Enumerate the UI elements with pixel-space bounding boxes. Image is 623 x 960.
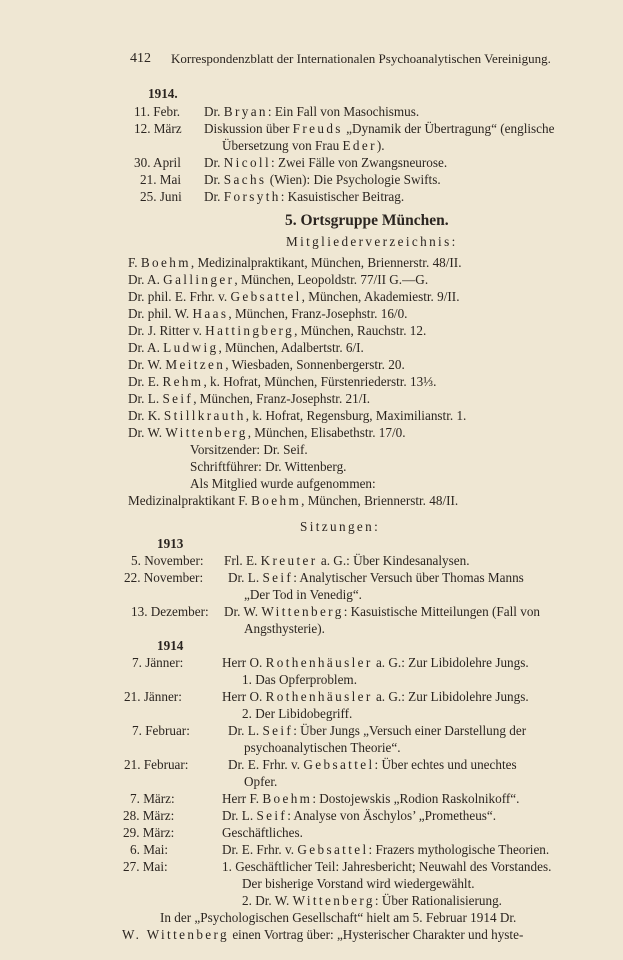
session-topic (228, 570, 524, 586)
member-details: , München, Akademiestr. 9/II. (301, 289, 460, 304)
person-name: Gebsattel (303, 757, 375, 772)
entry-text: Dr. Sachs (Wien): Die Psychologie Swifts. (204, 172, 441, 187)
session-date: 13. Dezember: (131, 604, 209, 619)
topic-text: : Dostojewskis „Rodion Raskolnikoff“. (312, 791, 520, 806)
entry-topic: : Ein Fall von Masochismus. (267, 104, 420, 119)
member-details: , Wiesbaden, Sonnenbergerstr. 20. (225, 357, 405, 372)
person-name: Rothenhäusler (265, 655, 373, 670)
speaker-prefix: Frl. E. (224, 553, 261, 568)
session-date: 22. November: (124, 570, 204, 585)
session-topic-continuation: „Der Tod in Venedig“. (244, 587, 362, 602)
speaker-prefix: 2. Dr. W. (242, 893, 293, 908)
session-topic-continuation (242, 893, 502, 909)
topic-text: : Über echtes und unechtes (374, 757, 517, 772)
chair-line: Vorsitzender: Dr. Seif. (190, 442, 308, 457)
person-name: Gallinger (163, 272, 235, 287)
topic-text: a. G.: Zur Libidolehre Jungs. (372, 655, 529, 670)
speaker-prefix: Dr. E. Frhr. v. (228, 757, 304, 772)
person-name: Seif (256, 808, 288, 823)
person-name: Ludwig (163, 340, 219, 355)
closing-paragraph-line (122, 927, 523, 943)
session-topic-continuation: 1. Das Opferproblem. (242, 672, 357, 687)
member-details: , Medizinalpraktikant, München, Briennerstr. 48/II. (190, 255, 462, 270)
entry-topic: „Dynamik der Übertragung“ (englische (342, 121, 555, 136)
speaker-prefix: Dr. L. (228, 723, 263, 738)
member-details: , München, Adalbertstr. 6/I. (218, 340, 364, 355)
person-name: Rothenhäusler (265, 689, 373, 704)
person-name: Freuds (292, 121, 343, 136)
topic-text: a. G.: Zur Libidolehre Jungs. (372, 689, 529, 704)
topic-text: : Über Rationalisierung. (374, 893, 502, 908)
speaker-prefix: Dr. L. (222, 808, 257, 823)
session-topic (224, 553, 470, 569)
entry-topic: ). (376, 138, 385, 153)
session-topic (228, 757, 517, 773)
session-date: 21. Jänner: (124, 689, 182, 704)
entry-prefix: Übersetzung von Frau (222, 138, 343, 153)
running-title: Korrespondenzblatt der Internationalen Psychoanalytischen Vereinigung. (171, 51, 551, 66)
person-name: Boehm (262, 791, 313, 806)
session-date: 6. Mai: (130, 842, 169, 857)
entry-date: 21. Mai (140, 172, 182, 187)
member-details: , München, Briennerstr. 48/II. (301, 493, 459, 508)
member-prefix: Dr. J. Ritter v. (128, 323, 206, 338)
year-heading: 1914 (157, 638, 184, 653)
session-date: 28. März: (123, 808, 175, 823)
session-date: 5. November: (131, 553, 204, 568)
session-date: 27. Mai: (123, 859, 168, 874)
entry-continuation (222, 138, 385, 154)
person-name: Wittenberg (292, 893, 375, 908)
section-title: 5. Ortsgruppe München. (285, 212, 449, 229)
person-name: Rehm (162, 374, 204, 389)
member-details: , München, Elisabethstr. 17/0. (247, 425, 406, 440)
member-entry (128, 408, 466, 424)
entry-date: 30. April (134, 155, 181, 170)
session-topic-continuation: psychoanalytischen Theorie“. (244, 740, 401, 755)
session-topic (222, 655, 529, 671)
session-topic-continuation: Der bisherige Vorstand wird wiedergewählt. (242, 876, 475, 891)
topic-text: : Analytischer Versuch über Thomas Manns (293, 570, 524, 585)
entry-text (204, 121, 554, 137)
member-prefix: Dr. K. (128, 408, 164, 423)
session-date: 7. März: (130, 791, 175, 806)
entry-prefix: Diskussion über (204, 121, 293, 136)
member-entry (128, 289, 460, 305)
member-prefix: Dr. phil. E. Frhr. v. (128, 289, 231, 304)
members-heading: Mitgliederverzeichnis: (286, 234, 458, 249)
session-topic (222, 842, 549, 858)
person-name: Seif (162, 391, 194, 406)
entry-topic: (Wien): Die Psychologie Swifts. (266, 172, 441, 187)
session-date: 7. Februar: (132, 723, 190, 738)
speaker-prefix: Herr O. (222, 689, 266, 704)
new-member-intro: Als Mitglied wurde aufgenommen: (190, 476, 376, 491)
person-name: Hattingberg (205, 323, 295, 338)
session-topic: 1. Geschäftlicher Teil: Jahresbericht; Neuwahl des Vorstandes. (222, 859, 552, 874)
member-prefix: Dr. A. (128, 340, 164, 355)
speaker-prefix: Dr. E. Frhr. v. (222, 842, 298, 857)
entry-date: 11. Febr. (134, 104, 181, 119)
entry-text: Dr. Nicoll: Zwei Fälle von Zwangsneurose. (204, 155, 448, 170)
new-member-entry (128, 493, 458, 509)
speaker-prefix: Dr. W. (224, 604, 262, 619)
person-name: Gebsattel (297, 842, 369, 857)
session-topic (222, 791, 519, 807)
member-details: , München, Franz-Josephstr. 16/0. (228, 306, 408, 321)
member-entry (128, 374, 436, 390)
person-name: Haas (192, 306, 229, 321)
topic-text: einen Vortrag über: „Hysterischer Charakter und hyste- (229, 927, 524, 942)
topic-text: : Analyse von Äschylos’ „Prometheus“. (287, 808, 497, 823)
entry-text: Dr. Forsyth: Kasuistischer Beitrag. (204, 189, 405, 204)
secretary-line: Schriftführer: Dr. Wittenberg. (190, 459, 347, 474)
person-name: Seif (262, 723, 294, 738)
session-topic-continuation: Opfer. (244, 774, 278, 789)
member-prefix: Dr. E. (128, 374, 163, 389)
person-name: Meitzen (165, 357, 226, 372)
member-entry (128, 323, 426, 339)
member-details: , München, Leopoldstr. 77/II G.—G. (234, 272, 429, 287)
session-date: 7. Jänner: (132, 655, 184, 670)
page-number: 412 (130, 51, 151, 66)
entry-date: 25. Juni (140, 189, 182, 204)
sessions-heading: Sitzungen: (300, 519, 381, 534)
topic-text: : Über Jungs „Versuch einer Darstellung der (293, 723, 527, 738)
person-name: Kreuter (260, 553, 318, 568)
member-entry (128, 255, 462, 271)
person-name: Sachs (223, 172, 267, 187)
session-topic: Geschäftliches. (222, 825, 303, 840)
entry-topic: : Zwei Fälle von Zwangsneurose. (271, 155, 448, 170)
member-details: , k. Hofrat, München, Fürstenriederstr. 13⅓. (203, 374, 437, 389)
session-topic (222, 808, 496, 824)
session-date: 21. Februar: (124, 757, 189, 772)
member-entry (128, 340, 364, 356)
person-name: Seif (262, 570, 294, 585)
speaker-prefix: Herr O. (222, 655, 266, 670)
session-date: 29. März: (123, 825, 175, 840)
year-heading: 1913 (157, 536, 184, 551)
member-prefix: Dr. L. (128, 391, 163, 406)
entry-text: Dr. Bryan: Ein Fall von Masochismus. (204, 104, 420, 119)
person-name: W. Wittenberg (122, 927, 230, 942)
entry-date: 12. März (134, 121, 182, 136)
topic-text: : Kasuistische Mitteilungen (Fall von (343, 604, 541, 619)
member-prefix: Dr. W. (128, 357, 166, 372)
member-details: , München, Rauchstr. 12. (294, 323, 427, 338)
person-name: Wittenberg (261, 604, 344, 619)
session-topic-continuation: 2. Der Libidobegriff. (242, 706, 353, 721)
year-heading: 1914. (148, 86, 178, 101)
member-entry (128, 425, 406, 441)
person-name: Stillkrauth (163, 408, 246, 423)
member-entry (128, 272, 428, 288)
member-prefix: Dr. W. (128, 425, 166, 440)
member-details: , k. Hofrat, Regensburg, Maximilianstr. 1. (245, 408, 467, 423)
person-name: Wittenberg (165, 425, 248, 440)
member-prefix: F. (128, 255, 141, 270)
member-prefix: Dr. phil. W. (128, 306, 193, 321)
person-name: Forsyth (223, 189, 281, 204)
member-prefix: Dr. A. (128, 272, 164, 287)
person-name: Gebsattel (230, 289, 302, 304)
member-entry (128, 391, 370, 407)
person-name: Boehm (251, 493, 302, 508)
session-topic-continuation: Angsthysterie). (244, 621, 325, 636)
person-name: Nicoll (223, 155, 271, 170)
speaker-prefix: Dr. L. (228, 570, 263, 585)
session-topic (228, 723, 526, 739)
person-name: Eder (342, 138, 377, 153)
closing-paragraph-line: In der „Psychologischen Gesellschaft“ hielt am 5. Februar 1914 Dr. (160, 910, 517, 925)
entry-topic: : Kasuistischer Beitrag. (280, 189, 405, 204)
person-name: Boehm (140, 255, 191, 270)
person-name: Bryan (223, 104, 268, 119)
member-prefix: Medizinalpraktikant F. (128, 493, 252, 508)
member-details: , München, Franz-Josephstr. 21/I. (193, 391, 371, 406)
topic-text: : Frazers mythologische Theorien. (368, 842, 550, 857)
session-topic (224, 604, 540, 620)
member-entry (128, 357, 405, 373)
speaker-prefix: Herr F. (222, 791, 263, 806)
session-topic (222, 689, 529, 705)
member-entry (128, 306, 407, 322)
topic-text: a. G.: Über Kindesanalysen. (317, 553, 470, 568)
